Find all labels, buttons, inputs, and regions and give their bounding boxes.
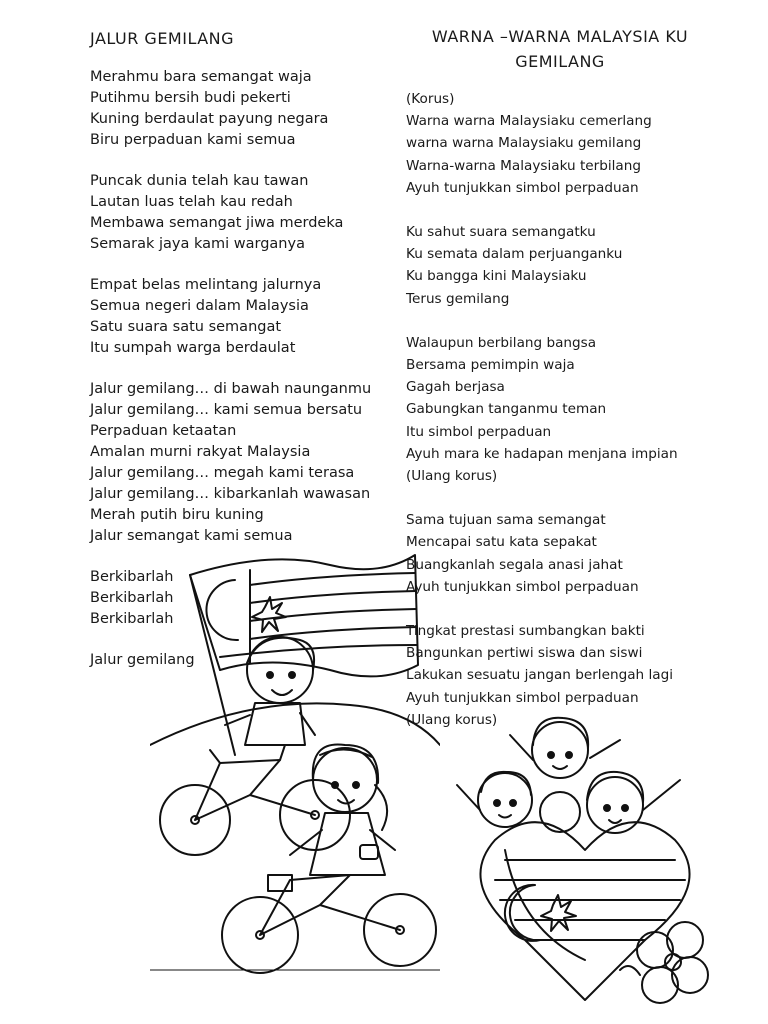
lyric-line: Jalur gemilang… megah kami terasa xyxy=(90,465,355,481)
stanza-gap xyxy=(406,598,678,620)
lyric-line: Jalur gemilang… kami semua bersatu xyxy=(90,402,363,418)
lyric-line: Ku semata dalam perjuanganku xyxy=(406,246,623,263)
lyric-line: Empat belas melintang jalurnya xyxy=(90,277,322,293)
lyric-line: Walaupun berbilang bangsa xyxy=(406,334,597,351)
lyric-line: Ayuh tunjukkan simbol perpaduan xyxy=(406,179,639,196)
lyric-line: Tingkat prestasi sumbangkan bakti xyxy=(406,623,645,640)
lyric-line: Sama tujuan sama semangat xyxy=(406,512,606,529)
lyric-line: Lakukan sesuatu jangan berlengah lagi xyxy=(406,667,673,684)
lyric-line: Bangunkan pertiwi siswa dan siswi xyxy=(406,645,643,662)
lyric-line: Ayuh tunjukkan simbol perpaduan xyxy=(406,578,639,595)
lyric-line: warna warna Malaysiaku gemilang xyxy=(406,135,642,152)
lyric-line: Lautan luas telah kau redah xyxy=(90,194,293,210)
right-title-line2: GEMILANG xyxy=(515,52,605,71)
right-title-line1: WARNA –WARNA MALAYSIA KU xyxy=(431,27,689,46)
lyric-line: Semarak jaya kami warganya xyxy=(90,236,305,252)
stanza-gap xyxy=(406,310,678,332)
lyric-line: Ayuh mara ke hadapan menjana impian xyxy=(406,445,678,462)
lyric-line: Jalur gemilang xyxy=(90,652,195,668)
stanza-gap xyxy=(90,151,371,171)
lyric-line: Buangkanlah segala anasi jahat xyxy=(406,556,623,573)
lyric-line: Berkibarlah xyxy=(90,611,174,627)
children-cycling-illustration xyxy=(150,545,440,985)
lyric-line: Gabungkan tanganmu teman xyxy=(406,401,607,418)
lyric-line: Putihmu bersih budi pekerti xyxy=(90,90,291,106)
lyric-line: Mencapai satu kata sepakat xyxy=(406,534,597,551)
lyric-line: Berkibarlah xyxy=(90,590,174,606)
lyric-line: Ku bangga kini Malaysiaku xyxy=(406,268,587,285)
stanza-gap xyxy=(406,199,678,221)
lyric-line: Merah putih biru kuning xyxy=(90,507,264,523)
lyric-line: Amalan murni rakyat Malaysia xyxy=(90,444,311,460)
lyric-line: Ku sahut suara semangatku xyxy=(406,224,596,241)
lyric-line: Semua negeri dalam Malaysia xyxy=(90,298,309,314)
stanza-gap xyxy=(90,359,371,379)
lyric-line: Warna-warna Malaysiaku terbilang xyxy=(406,157,641,174)
lyric-line: Warna warna Malaysiaku cemerlang xyxy=(406,113,652,130)
stanza-gap xyxy=(90,255,371,275)
lyric-line: Itu simbol perpaduan xyxy=(406,423,552,440)
lyric-line: Membawa semangat jiwa merdeka xyxy=(90,215,344,231)
lyric-line: Jalur gemilang… di bawah naunganmu xyxy=(90,381,372,397)
lyric-line: (Ulang korus) xyxy=(406,711,498,728)
lyric-line: Puncak dunia telah kau tawan xyxy=(90,173,309,189)
lyric-line: Terus gemilang xyxy=(406,290,510,307)
lyric-line: Jalur semangat kami semua xyxy=(90,528,293,544)
left-song-title: JALUR GEMILANG xyxy=(90,29,235,48)
lyric-line: Gagah berjasa xyxy=(406,379,505,396)
lyric-line: Itu sumpah warga berdaulat xyxy=(90,340,296,356)
lyric-line: Ayuh tunjukkan simbol perpaduan xyxy=(406,689,639,706)
lyric-line: (Ulang korus) xyxy=(406,468,498,485)
lyric-line: Perpaduan ketaatan xyxy=(90,423,237,439)
stanza-gap xyxy=(406,487,678,509)
right-song-lyrics xyxy=(406,88,678,731)
right-song-title xyxy=(400,24,720,74)
lyric-line: Kuning berdaulat payung negara xyxy=(90,111,329,127)
lyric-line: Satu suara satu semangat xyxy=(90,319,282,335)
children-heart-illustration xyxy=(445,700,725,1010)
lyric-line: Bersama pemimpin waja xyxy=(406,357,575,374)
lyric-line: Berkibarlah xyxy=(90,569,174,585)
lyric-line: Biru perpaduan kami semua xyxy=(90,132,296,148)
lyric-line: (Korus) xyxy=(406,91,455,107)
lyric-line: Jalur gemilang… kibarkanlah wawasan xyxy=(90,486,371,502)
lyric-line: Merahmu bara semangat waja xyxy=(90,69,312,85)
